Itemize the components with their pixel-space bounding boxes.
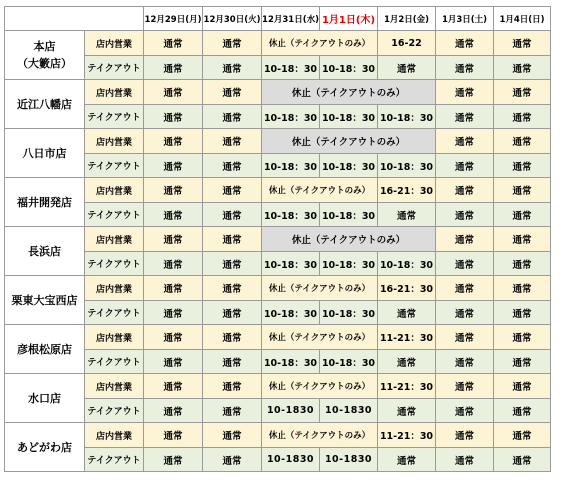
store-name-line: あどがわ店 bbox=[17, 440, 72, 454]
hours-cell: 通常 bbox=[203, 276, 262, 301]
row-label-dine-in: 店内営業 bbox=[85, 325, 144, 350]
hours-cell: 通常 bbox=[203, 80, 262, 105]
hours-cell: 通常 bbox=[436, 178, 494, 203]
store-name bbox=[5, 31, 85, 80]
hours-cell: 通常 bbox=[203, 105, 262, 129]
hours-cell: 通常 bbox=[203, 448, 262, 472]
hours-cell: 通常 bbox=[144, 105, 203, 129]
closed-dine-in-cell: 休止（テイクアウトのみ） bbox=[262, 325, 378, 350]
hours-cell: 通常 bbox=[436, 448, 494, 472]
hours-cell: 通常 bbox=[436, 129, 494, 154]
row-label-dine-in: 店内営業 bbox=[85, 374, 144, 399]
store-row-takeout bbox=[5, 154, 551, 178]
hours-cell: 通常 bbox=[436, 325, 494, 350]
hours-cell: 通常 bbox=[378, 399, 436, 423]
hours-cell: 通常 bbox=[203, 178, 262, 203]
hours-cell: 11-21：30 bbox=[378, 423, 436, 448]
hours-cell: 通常 bbox=[203, 325, 262, 350]
hours-cell: 通常 bbox=[494, 56, 551, 80]
hours-cell: 通常 bbox=[494, 31, 551, 56]
hours-cell: 10-18：30 bbox=[320, 203, 378, 227]
store-name bbox=[5, 227, 85, 276]
hours-cell: 通常 bbox=[494, 350, 551, 374]
row-label-dine-in: 店内営業 bbox=[85, 31, 144, 56]
row-label-dine-in: 店内営業 bbox=[85, 276, 144, 301]
closed-dine-in-cell: 休止（テイクアウトのみ） bbox=[262, 276, 378, 301]
store-row-takeout bbox=[5, 56, 551, 80]
hours-cell: 10-18：30 bbox=[262, 252, 320, 276]
hours-cell: 通常 bbox=[494, 399, 551, 423]
hours-cell: 通常 bbox=[144, 374, 203, 399]
hours-cell: 16-22 bbox=[378, 31, 436, 56]
hours-cell: 通常 bbox=[436, 80, 494, 105]
hours-cell: 通常 bbox=[494, 374, 551, 399]
holiday-hours-table bbox=[4, 6, 551, 472]
store-row-dine-in bbox=[5, 423, 551, 448]
hours-cell: 10-18：30 bbox=[262, 154, 320, 178]
hours-cell: 通常 bbox=[203, 203, 262, 227]
hours-cell: 通常 bbox=[436, 399, 494, 423]
hours-cell: 通常 bbox=[494, 301, 551, 325]
hours-cell: 通常 bbox=[494, 105, 551, 129]
store-name-line: 水口店 bbox=[28, 391, 61, 405]
hours-cell: 10-18：30 bbox=[262, 350, 320, 374]
row-label-takeout: テイクアウト bbox=[85, 301, 144, 325]
hours-cell: 16-21：30 bbox=[378, 276, 436, 301]
hours-cell: 10-18：30 bbox=[320, 252, 378, 276]
header-day: 1月3日(土) bbox=[436, 7, 494, 31]
store-name bbox=[5, 325, 85, 374]
store-row-dine-in bbox=[5, 31, 551, 56]
hours-cell: 10-1830 bbox=[320, 399, 378, 423]
store-name bbox=[5, 178, 85, 227]
hours-cell: 10-18：30 bbox=[378, 154, 436, 178]
store-row-dine-in bbox=[5, 227, 551, 252]
hours-cell: 通常 bbox=[378, 448, 436, 472]
closed-dine-in-cell: 休止（テイクアウトのみ） bbox=[262, 423, 378, 448]
hours-cell: 通常 bbox=[436, 350, 494, 374]
hours-cell: 通常 bbox=[378, 350, 436, 374]
hours-cell: 通常 bbox=[203, 129, 262, 154]
hours-cell: 通常 bbox=[436, 252, 494, 276]
hours-cell: 10-18：30 bbox=[262, 56, 320, 80]
store-name-line: 長浜店 bbox=[28, 244, 61, 258]
store-row-takeout bbox=[5, 350, 551, 374]
header-day: 1月4日(日) bbox=[494, 7, 551, 31]
hours-cell: 通常 bbox=[144, 129, 203, 154]
header-row bbox=[5, 7, 551, 31]
hours-cell: 通常 bbox=[144, 80, 203, 105]
hours-cell: 通常 bbox=[203, 399, 262, 423]
store-row-dine-in bbox=[5, 276, 551, 301]
hours-cell: 10-18：30 bbox=[262, 301, 320, 325]
hours-cell: 通常 bbox=[494, 178, 551, 203]
hours-cell: 11-21：30 bbox=[378, 325, 436, 350]
hours-cell: 通常 bbox=[436, 56, 494, 80]
hours-cell: 通常 bbox=[436, 374, 494, 399]
row-label-takeout: テイクアウト bbox=[85, 399, 144, 423]
row-label-takeout: テイクアウト bbox=[85, 448, 144, 472]
store-row-dine-in bbox=[5, 325, 551, 350]
hours-cell: 通常 bbox=[203, 154, 262, 178]
row-label-takeout: テイクアウト bbox=[85, 252, 144, 276]
hours-cell: 通常 bbox=[494, 227, 551, 252]
hours-cell: 通常 bbox=[144, 423, 203, 448]
hours-cell: 10-18：30 bbox=[262, 105, 320, 129]
hours-cell: 10-18：30 bbox=[378, 105, 436, 129]
schedule-wrapper bbox=[4, 6, 551, 472]
hours-cell: 通常 bbox=[494, 276, 551, 301]
hours-cell: 10-1830 bbox=[262, 448, 320, 472]
store-name-line: （大籔店） bbox=[17, 57, 72, 70]
hours-cell: 通常 bbox=[436, 31, 494, 56]
hours-cell: 10-18：30 bbox=[320, 350, 378, 374]
hours-cell: 通常 bbox=[378, 301, 436, 325]
row-label-takeout: テイクアウト bbox=[85, 154, 144, 178]
hours-cell: 通常 bbox=[436, 203, 494, 227]
row-label-dine-in: 店内営業 bbox=[85, 178, 144, 203]
row-label-takeout: テイクアウト bbox=[85, 105, 144, 129]
hours-cell: 10-18：30 bbox=[320, 105, 378, 129]
hours-cell: 通常 bbox=[436, 276, 494, 301]
hours-cell: 通常 bbox=[494, 448, 551, 472]
hours-cell: 通常 bbox=[144, 325, 203, 350]
hours-cell: 通常 bbox=[203, 56, 262, 80]
hours-cell: 通常 bbox=[203, 301, 262, 325]
hours-cell: 通常 bbox=[436, 423, 494, 448]
store-name bbox=[5, 276, 85, 325]
hours-cell: 10-1830 bbox=[320, 448, 378, 472]
hours-cell: 通常 bbox=[436, 105, 494, 129]
hours-cell: 通常 bbox=[144, 399, 203, 423]
store-name bbox=[5, 80, 85, 129]
hours-cell: 通常 bbox=[144, 252, 203, 276]
hours-cell: 通常 bbox=[494, 80, 551, 105]
hours-cell: 16-21：30 bbox=[378, 178, 436, 203]
store-row-takeout bbox=[5, 399, 551, 423]
header-day: 12月29日(月) bbox=[144, 7, 203, 31]
store-row-dine-in bbox=[5, 80, 551, 105]
hours-cell: 10-1830 bbox=[262, 399, 320, 423]
hours-cell: 通常 bbox=[378, 203, 436, 227]
hours-cell: 通常 bbox=[144, 203, 203, 227]
closed-dine-in-cell: 休止（テイクアウトのみ） bbox=[262, 129, 436, 154]
row-label-takeout: テイクアウト bbox=[85, 203, 144, 227]
hours-cell: 通常 bbox=[203, 423, 262, 448]
row-label-dine-in: 店内営業 bbox=[85, 80, 144, 105]
hours-cell: 通常 bbox=[144, 56, 203, 80]
hours-cell: 通常 bbox=[203, 31, 262, 56]
store-row-takeout bbox=[5, 252, 551, 276]
header-day-holiday: 1月1日(木) bbox=[320, 7, 378, 31]
hours-cell: 10-18：30 bbox=[378, 252, 436, 276]
hours-cell: 通常 bbox=[144, 448, 203, 472]
hours-cell: 通常 bbox=[436, 154, 494, 178]
hours-cell: 通常 bbox=[494, 325, 551, 350]
store-name bbox=[5, 129, 85, 178]
hours-cell: 通常 bbox=[203, 252, 262, 276]
hours-cell: 通常 bbox=[144, 154, 203, 178]
store-row-takeout bbox=[5, 301, 551, 325]
hours-cell: 10-18：30 bbox=[320, 56, 378, 80]
row-label-takeout: テイクアウト bbox=[85, 56, 144, 80]
store-row-dine-in bbox=[5, 374, 551, 399]
hours-cell: 通常 bbox=[378, 56, 436, 80]
hours-cell: 通常 bbox=[494, 203, 551, 227]
hours-cell: 通常 bbox=[494, 154, 551, 178]
closed-dine-in-cell: 休止（テイクアウトのみ） bbox=[262, 374, 378, 399]
hours-cell: 通常 bbox=[203, 374, 262, 399]
header-day: 12月30日(火) bbox=[203, 7, 262, 31]
store-row-takeout bbox=[5, 448, 551, 472]
hours-cell: 通常 bbox=[203, 227, 262, 252]
store-row-takeout bbox=[5, 203, 551, 227]
store-name-line: 福井開発店 bbox=[17, 195, 72, 209]
hours-cell: 通常 bbox=[144, 301, 203, 325]
closed-dine-in-cell: 休止（テイクアウトのみ） bbox=[262, 227, 436, 252]
hours-cell: 通常 bbox=[436, 301, 494, 325]
header-corner bbox=[5, 7, 144, 31]
store-name-line: 八日市店 bbox=[22, 146, 67, 160]
closed-dine-in-cell: 休止（テイクアウトのみ） bbox=[262, 178, 378, 203]
hours-cell: 通常 bbox=[144, 178, 203, 203]
store-name-line: 本店 bbox=[33, 40, 56, 53]
hours-cell: 通常 bbox=[436, 227, 494, 252]
hours-cell: 通常 bbox=[494, 252, 551, 276]
hours-cell: 10-18：30 bbox=[262, 203, 320, 227]
hours-cell: 通常 bbox=[144, 31, 203, 56]
row-label-dine-in: 店内営業 bbox=[85, 423, 144, 448]
row-label-takeout: テイクアウト bbox=[85, 350, 144, 374]
closed-dine-in-cell: 休止（テイクアウトのみ） bbox=[262, 31, 378, 56]
store-name-line: 近江八幡店 bbox=[17, 97, 72, 111]
store-name-line: 彦根松原店 bbox=[17, 342, 72, 356]
hours-cell: 通常 bbox=[494, 423, 551, 448]
store-name-line: 栗東大宝西店 bbox=[11, 293, 78, 307]
hours-cell: 10-18：30 bbox=[320, 154, 378, 178]
hours-cell: 通常 bbox=[144, 227, 203, 252]
hours-cell: 通常 bbox=[144, 276, 203, 301]
store-row-dine-in bbox=[5, 178, 551, 203]
header-day: 1月2日(金) bbox=[378, 7, 436, 31]
closed-dine-in-cell: 休止（テイクアウトのみ） bbox=[262, 80, 436, 105]
hours-cell: 通常 bbox=[144, 350, 203, 374]
store-row-dine-in bbox=[5, 129, 551, 154]
hours-cell: 通常 bbox=[203, 350, 262, 374]
row-label-dine-in: 店内営業 bbox=[85, 129, 144, 154]
row-label-dine-in: 店内営業 bbox=[85, 227, 144, 252]
hours-cell: 10-18：30 bbox=[320, 301, 378, 325]
hours-cell: 11-21：30 bbox=[378, 374, 436, 399]
header-day: 12月31日(水) bbox=[262, 7, 320, 31]
store-name bbox=[5, 423, 85, 472]
hours-cell: 通常 bbox=[494, 129, 551, 154]
store-row-takeout bbox=[5, 105, 551, 129]
store-name bbox=[5, 374, 85, 423]
